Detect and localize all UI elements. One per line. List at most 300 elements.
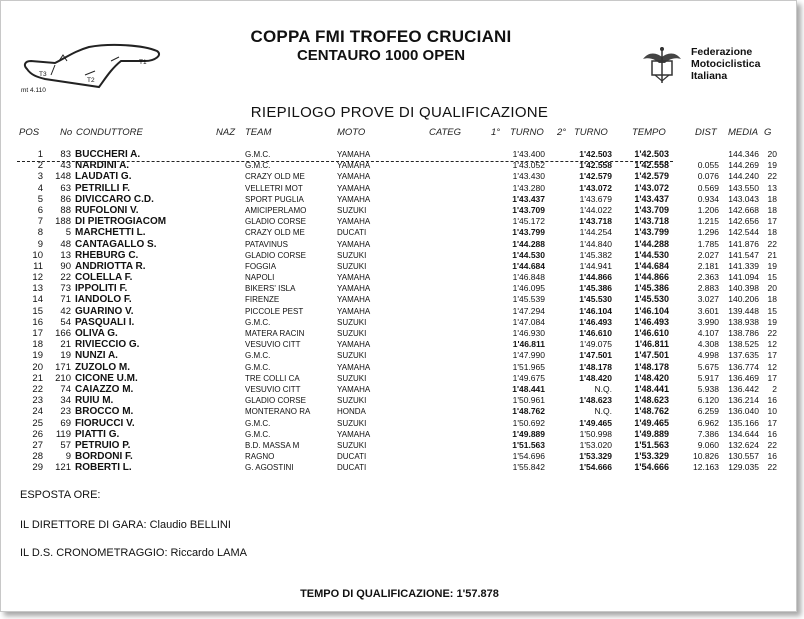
row-laps: 16	[767, 428, 777, 439]
row-moto: YAMAHA	[337, 306, 371, 316]
row-team: CRAZY OLD ME	[245, 228, 305, 238]
row-laps: 18	[767, 227, 777, 238]
row-moto: YAMAHA	[337, 150, 371, 159]
row-number: 166	[55, 328, 71, 339]
row-moto: SUZUKI	[337, 261, 367, 271]
row-dist: 2.363	[697, 272, 719, 283]
row-media: 141.094	[728, 272, 759, 283]
row-media: 136.040	[728, 406, 759, 417]
row-laps: 17	[767, 216, 777, 227]
row-driver: IANDOLO F.	[75, 294, 132, 306]
row-turno2: N.Q.	[594, 406, 612, 417]
row-driver: CANTAGALLO S.	[75, 238, 157, 250]
row-tempo: 1'43.718	[634, 216, 669, 227]
table-row	[1, 294, 798, 305]
row-laps: 16	[767, 395, 777, 406]
row-tempo: 1'46.811	[634, 339, 669, 350]
row-team: VESUVIO CITT	[245, 340, 301, 350]
table-row	[1, 395, 798, 406]
row-turno2: N.Q.	[594, 383, 612, 394]
row-moto: YAMAHA	[337, 239, 371, 249]
row-number: 22	[60, 272, 71, 284]
row-pos: 22	[32, 383, 43, 395]
row-number: 34	[60, 395, 71, 407]
row-turno2: 1'44.866	[579, 272, 612, 283]
table-row	[1, 362, 798, 373]
row-media: 135.166	[728, 417, 759, 428]
row-pos: 24	[32, 406, 43, 418]
row-media: 134.644	[728, 428, 759, 439]
row-moto: SUZUKI	[337, 250, 367, 260]
row-moto: DUCATI	[337, 452, 367, 462]
row-pos: 12	[32, 272, 43, 284]
row-tempo: 1'48.762	[634, 406, 669, 417]
row-tempo: 1'53.329	[634, 451, 669, 462]
row-driver: PIATTI G.	[75, 428, 120, 440]
row-laps: 19	[767, 160, 777, 171]
row-media: 139.448	[728, 305, 759, 316]
row-pos: 19	[32, 350, 43, 362]
row-media: 143.043	[728, 193, 759, 204]
row-dist: 4.998	[697, 350, 719, 361]
row-tempo: 1'44.288	[634, 238, 669, 249]
row-media: 142.668	[728, 204, 759, 215]
row-team: G. AGOSTINI	[245, 463, 294, 473]
row-dist: 3.601	[697, 305, 719, 316]
row-driver: LAUDATI G.	[75, 171, 132, 183]
track-sector-t2: T2	[87, 77, 95, 84]
table-row	[1, 317, 798, 328]
row-pos: 9	[37, 238, 43, 250]
row-dist: 5.938	[697, 383, 719, 394]
row-moto: YAMAHA	[337, 284, 371, 294]
row-turno2: 1'49.075	[579, 339, 612, 350]
row-tempo: 1'46.610	[634, 328, 669, 338]
table-row	[1, 306, 798, 317]
row-turno1: 1'45.539	[512, 294, 545, 305]
row-laps: 20	[767, 149, 777, 159]
table-row	[1, 250, 798, 261]
row-dist: 2.181	[697, 260, 719, 271]
row-media: 129.035	[728, 462, 759, 473]
row-turno1: 1'55.842	[512, 462, 545, 473]
row-driver: CICONE U.M.	[75, 372, 138, 384]
row-team: FIRENZE	[245, 295, 280, 305]
row-moto: HONDA	[337, 407, 366, 417]
row-laps: 22	[767, 238, 777, 249]
row-number: 71	[60, 294, 71, 306]
row-turno2: 1'53.329	[579, 451, 612, 462]
row-driver: DIVICCARO C.D.	[75, 193, 154, 205]
row-turno2: 1'49.465	[579, 417, 612, 428]
row-turno1: 1'46.095	[512, 283, 545, 294]
row-driver: NUNZI A.	[75, 350, 118, 362]
row-tempo: 1'44.866	[634, 272, 669, 283]
row-turno1: 1'43.430	[512, 171, 545, 182]
table-row	[1, 216, 798, 227]
row-turno1: 1'44.530	[512, 249, 545, 260]
row-tempo: 1'48.441	[634, 383, 669, 394]
row-team: G.M.C.	[245, 351, 271, 361]
row-driver: BORDONI F.	[75, 451, 133, 463]
row-turno1: 1'48.441	[512, 383, 545, 394]
row-team: G.M.C.	[245, 418, 271, 428]
row-dist: 2.883	[697, 283, 719, 294]
row-pos: 6	[37, 204, 43, 216]
row-tempo: 1'51.563	[634, 439, 669, 450]
row-moto: SUZUKI	[337, 396, 367, 406]
row-turno1: 1'44.684	[512, 260, 545, 271]
track-sector-t1: T1	[139, 59, 147, 66]
row-dist: 0.569	[697, 182, 719, 193]
row-driver: BROCCO M.	[75, 406, 134, 418]
page-title: COPPA FMI TROFEO CRUCIANI	[250, 27, 512, 46]
row-team: G.M.C.	[245, 429, 271, 439]
row-tempo: 1'48.178	[634, 361, 669, 372]
row-number: 13	[60, 249, 71, 261]
row-pos: 27	[32, 439, 43, 451]
row-dist: 4.308	[697, 339, 719, 350]
col-header-tempo: TEMPO	[632, 127, 666, 138]
table-row	[1, 440, 798, 451]
row-driver: COLELLA F.	[75, 272, 133, 284]
federation-name	[691, 46, 781, 82]
row-tempo: 1'44.684	[634, 260, 669, 271]
row-driver: GUARINO V.	[75, 305, 134, 317]
col-header-naz: NAZ	[216, 127, 235, 138]
col-header-first: 1°	[491, 127, 501, 138]
row-driver: PETRUIO P.	[75, 439, 131, 451]
row-number: 54	[60, 316, 71, 328]
row-turno1: 1'47.084	[512, 316, 545, 327]
row-driver: CAIAZZO M.	[75, 383, 134, 395]
row-media: 141.547	[728, 249, 759, 260]
row-media: 141.876	[728, 238, 759, 249]
row-pos: 18	[32, 339, 43, 351]
row-tempo: 1'48.420	[634, 372, 669, 383]
row-moto: YAMAHA	[337, 429, 371, 439]
row-dist: 4.107	[697, 328, 719, 338]
row-laps: 19	[767, 316, 777, 327]
row-moto: YAMAHA	[337, 362, 371, 372]
row-dist: 0.076	[697, 171, 719, 182]
row-team: MONTERANO RA	[245, 407, 311, 417]
row-media: 140.206	[728, 294, 759, 305]
track-sector-t3: T3	[39, 71, 47, 78]
row-laps: 15	[767, 272, 777, 283]
fmi-logo	[639, 41, 685, 87]
row-dist: 5.917	[697, 372, 719, 383]
row-turno2: 1'42.558	[579, 160, 612, 171]
row-pos: 4	[37, 182, 43, 194]
fmi-emblem-icon	[639, 41, 685, 87]
row-team: BIKERS' ISLA	[245, 284, 296, 294]
row-pos: 5	[37, 193, 43, 205]
row-driver: OLIVA G.	[75, 328, 118, 339]
row-pos: 23	[32, 395, 43, 407]
row-driver: RIVIECCIO G.	[75, 339, 140, 351]
row-moto: DUCATI	[337, 228, 367, 238]
col-header-g: G	[764, 127, 772, 138]
row-number: 83	[60, 149, 71, 160]
row-tempo: 1'43.072	[634, 182, 669, 193]
table-row	[1, 339, 798, 350]
row-tempo: 1'46.104	[634, 305, 669, 316]
col-header-no: No	[60, 127, 73, 138]
table-row	[1, 261, 798, 272]
table-row	[1, 406, 798, 417]
row-laps: 18	[767, 193, 777, 204]
row-tempo: 1'54.666	[634, 462, 669, 473]
row-moto: YAMAHA	[337, 161, 371, 171]
table-row	[1, 429, 798, 440]
row-driver: ZUZOLO M.	[75, 361, 130, 373]
col-header-second: 2°	[557, 127, 567, 138]
row-laps: 22	[767, 328, 777, 338]
row-dist: 12.163	[693, 462, 719, 473]
row-tempo: 1'43.799	[634, 227, 669, 238]
row-pos: 28	[32, 451, 43, 463]
row-turno1: 1'46.848	[512, 272, 545, 283]
table-row	[1, 272, 798, 283]
row-turno2: 1'44.941	[579, 260, 612, 271]
row-moto: YAMAHA	[337, 384, 371, 394]
row-moto: YAMAHA	[337, 340, 371, 350]
row-turno2: 1'54.666	[579, 462, 612, 473]
row-pos: 8	[37, 227, 43, 239]
col-header-categ: CATEG	[429, 127, 462, 138]
row-number: 57	[60, 439, 71, 451]
federation-line-3: Italiana	[691, 70, 728, 82]
row-dist: 1.215	[697, 216, 719, 227]
row-pos: 14	[32, 294, 43, 306]
row-number: 210	[55, 372, 71, 384]
row-number: 171	[55, 361, 71, 373]
row-turno1: 1'43.437	[512, 193, 545, 204]
row-tempo: 1'43.709	[634, 204, 669, 215]
row-moto: SUZUKI	[337, 205, 367, 215]
row-laps: 22	[767, 462, 777, 473]
row-turno1: 1'45.172	[512, 216, 545, 227]
col-header-driver: CONDUTTORE	[76, 127, 143, 138]
row-team: GLADIO CORSE	[245, 250, 306, 260]
row-laps: 18	[767, 294, 777, 305]
row-laps: 20	[767, 283, 777, 294]
row-media: 138.938	[728, 316, 759, 327]
row-turno2: 1'50.998	[579, 428, 612, 439]
row-number: 42	[60, 305, 71, 317]
row-driver: NARDINI A.	[75, 160, 130, 172]
row-turno1: 1'51.965	[512, 361, 545, 372]
table-row	[1, 451, 798, 462]
row-media: 138.525	[728, 339, 759, 350]
row-turno2: 1'48.420	[579, 372, 612, 383]
row-laps: 15	[767, 305, 777, 316]
row-dist: 1.296	[697, 227, 719, 238]
table-row	[1, 194, 798, 205]
row-turno2: 1'48.178	[579, 361, 612, 372]
row-turno1: 1'49.889	[512, 428, 545, 439]
row-turno2: 1'45.382	[579, 249, 612, 260]
col-header-dist: DIST	[695, 127, 717, 138]
row-pos: 2	[37, 160, 43, 172]
row-laps: 19	[767, 260, 777, 271]
row-number: 21	[60, 339, 71, 351]
col-header-media: MEDIA	[728, 127, 759, 138]
track-length: mt 4.110	[21, 87, 46, 94]
row-moto: YAMAHA	[337, 217, 371, 227]
row-team: MATERA RACIN	[245, 329, 305, 338]
row-dist: 7.386	[697, 428, 719, 439]
row-media: 143.550	[728, 182, 759, 193]
row-laps: 17	[767, 350, 777, 361]
row-turno2: 1'42.579	[579, 171, 612, 182]
row-driver: DI PIETROGIACOM	[75, 216, 167, 228]
row-turno2: 1'46.493	[579, 316, 612, 327]
row-media: 136.469	[728, 372, 759, 383]
row-number: 5	[65, 227, 71, 239]
row-turno1: 1'43.400	[512, 149, 545, 159]
row-moto: YAMAHA	[337, 172, 371, 182]
row-media: 138.786	[728, 328, 759, 338]
table-row	[1, 205, 798, 216]
row-number: 43	[60, 160, 71, 172]
row-number: 74	[60, 383, 71, 395]
row-laps: 18	[767, 204, 777, 215]
row-moto: SUZUKI	[337, 373, 367, 383]
row-pos: 1	[37, 149, 43, 160]
row-number: 63	[60, 182, 71, 194]
timekeeping-director: IL D.S. CRONOMETRAGGIO: Riccardo LAMA	[20, 547, 247, 559]
row-driver: MARCHETTI L.	[75, 227, 146, 239]
row-media: 140.398	[728, 283, 759, 294]
results-table	[1, 149, 798, 473]
row-turno2: 1'43.718	[579, 216, 612, 227]
row-turno2: 1'43.072	[579, 182, 612, 193]
row-turno1: 1'43.799	[512, 227, 545, 238]
row-turno1: 1'43.052	[512, 160, 545, 171]
row-media: 136.442	[728, 383, 759, 394]
report-title: RIEPILOGO PROVE DI QUALIFICAZIONE	[250, 104, 549, 121]
row-tempo: 1'42.579	[634, 171, 669, 182]
row-turno2: 1'46.104	[579, 305, 612, 316]
row-dist: 0.934	[697, 193, 719, 204]
row-laps: 12	[767, 339, 777, 350]
row-media: 137.635	[728, 350, 759, 361]
row-moto: YAMAHA	[337, 295, 371, 305]
row-pos: 26	[32, 428, 43, 440]
row-driver: PASQUALI I.	[75, 316, 135, 328]
row-team: AMICIPERLAMO	[245, 205, 307, 215]
table-row	[1, 183, 798, 194]
row-turno1: 1'51.563	[512, 439, 545, 450]
row-driver: FIORUCCI V.	[75, 417, 135, 429]
posted-time-label: ESPOSTA ORE:	[20, 489, 101, 501]
row-team: SPORT PUGLIA	[245, 194, 304, 204]
table-row	[1, 350, 798, 361]
col-header-pos: POS	[19, 127, 40, 138]
row-pos: 29	[32, 462, 43, 474]
row-laps: 17	[767, 372, 777, 383]
row-laps: 2	[772, 383, 777, 394]
row-media: 144.240	[728, 171, 759, 182]
table-row	[1, 283, 798, 294]
row-media: 136.214	[728, 395, 759, 406]
row-moto: SUZUKI	[337, 418, 367, 428]
row-moto: DUCATI	[337, 463, 367, 473]
row-turno1: 1'46.811	[512, 339, 545, 350]
row-tempo: 1'42.503	[634, 149, 669, 159]
row-turno1: 1'46.930	[512, 328, 545, 338]
row-tempo: 1'48.623	[634, 395, 669, 406]
row-team: FOGGIA	[245, 261, 277, 271]
row-turno1: 1'47.294	[512, 305, 545, 316]
row-media: 136.774	[728, 361, 759, 372]
row-moto: SUZUKI	[337, 329, 367, 338]
row-pos: 13	[32, 283, 43, 295]
row-turno2: 1'47.501	[579, 350, 612, 361]
row-moto: SUZUKI	[337, 440, 367, 450]
row-dist: 0.055	[697, 160, 719, 171]
table-row	[1, 418, 798, 429]
row-turno1: 1'48.762	[512, 406, 545, 417]
row-moto: YAMAHA	[337, 194, 371, 204]
row-team: G.M.C.	[245, 150, 271, 159]
row-team: PICCOLE PEST	[245, 306, 304, 316]
table-row	[1, 384, 798, 395]
row-pos: 3	[37, 171, 43, 183]
row-turno2: 1'45.530	[579, 294, 612, 305]
row-dist: 6.962	[697, 417, 719, 428]
row-laps: 13	[767, 182, 777, 193]
row-turno2: 1'53.020	[579, 439, 612, 450]
row-dist: 10.826	[693, 451, 719, 462]
federation-line-2: Motociclistica	[691, 58, 761, 70]
row-dist: 1.785	[697, 238, 719, 249]
row-pos: 20	[32, 361, 43, 373]
row-pos: 15	[32, 305, 43, 317]
row-team: G.M.C.	[245, 161, 271, 171]
page-subtitle-category: CENTAURO 1000 OPEN	[296, 47, 466, 64]
row-dist: 6.120	[697, 395, 719, 406]
row-tempo: 1'44.530	[634, 249, 669, 260]
row-turno2: 1'48.623	[579, 395, 612, 406]
row-team: VELLETRI MOT	[245, 183, 303, 193]
row-media: 144.269	[728, 160, 759, 171]
row-tempo: 1'45.530	[634, 294, 669, 305]
row-pos: 11	[33, 260, 43, 272]
table-row	[1, 227, 798, 238]
row-number: 188	[55, 216, 71, 228]
row-turno2: 1'44.840	[579, 238, 612, 249]
row-number: 121	[55, 462, 71, 474]
row-team: B.D. MASSA M	[245, 440, 300, 450]
row-moto: YAMAHA	[337, 183, 371, 193]
row-dist: 1.206	[697, 204, 719, 215]
row-team: G.M.C.	[245, 317, 271, 327]
row-media: 142.544	[728, 227, 759, 238]
row-media: 141.339	[728, 260, 759, 271]
row-team: GLADIO CORSE	[245, 217, 306, 227]
pole-separator-line	[17, 161, 673, 162]
row-turno1: 1'43.280	[512, 182, 545, 193]
table-row	[1, 239, 798, 250]
row-laps: 12	[767, 361, 777, 372]
table-row	[1, 149, 798, 160]
table-row	[1, 171, 798, 182]
row-driver: RUFOLONI V.	[75, 204, 139, 216]
row-team: TRE COLLI CA	[245, 373, 300, 383]
